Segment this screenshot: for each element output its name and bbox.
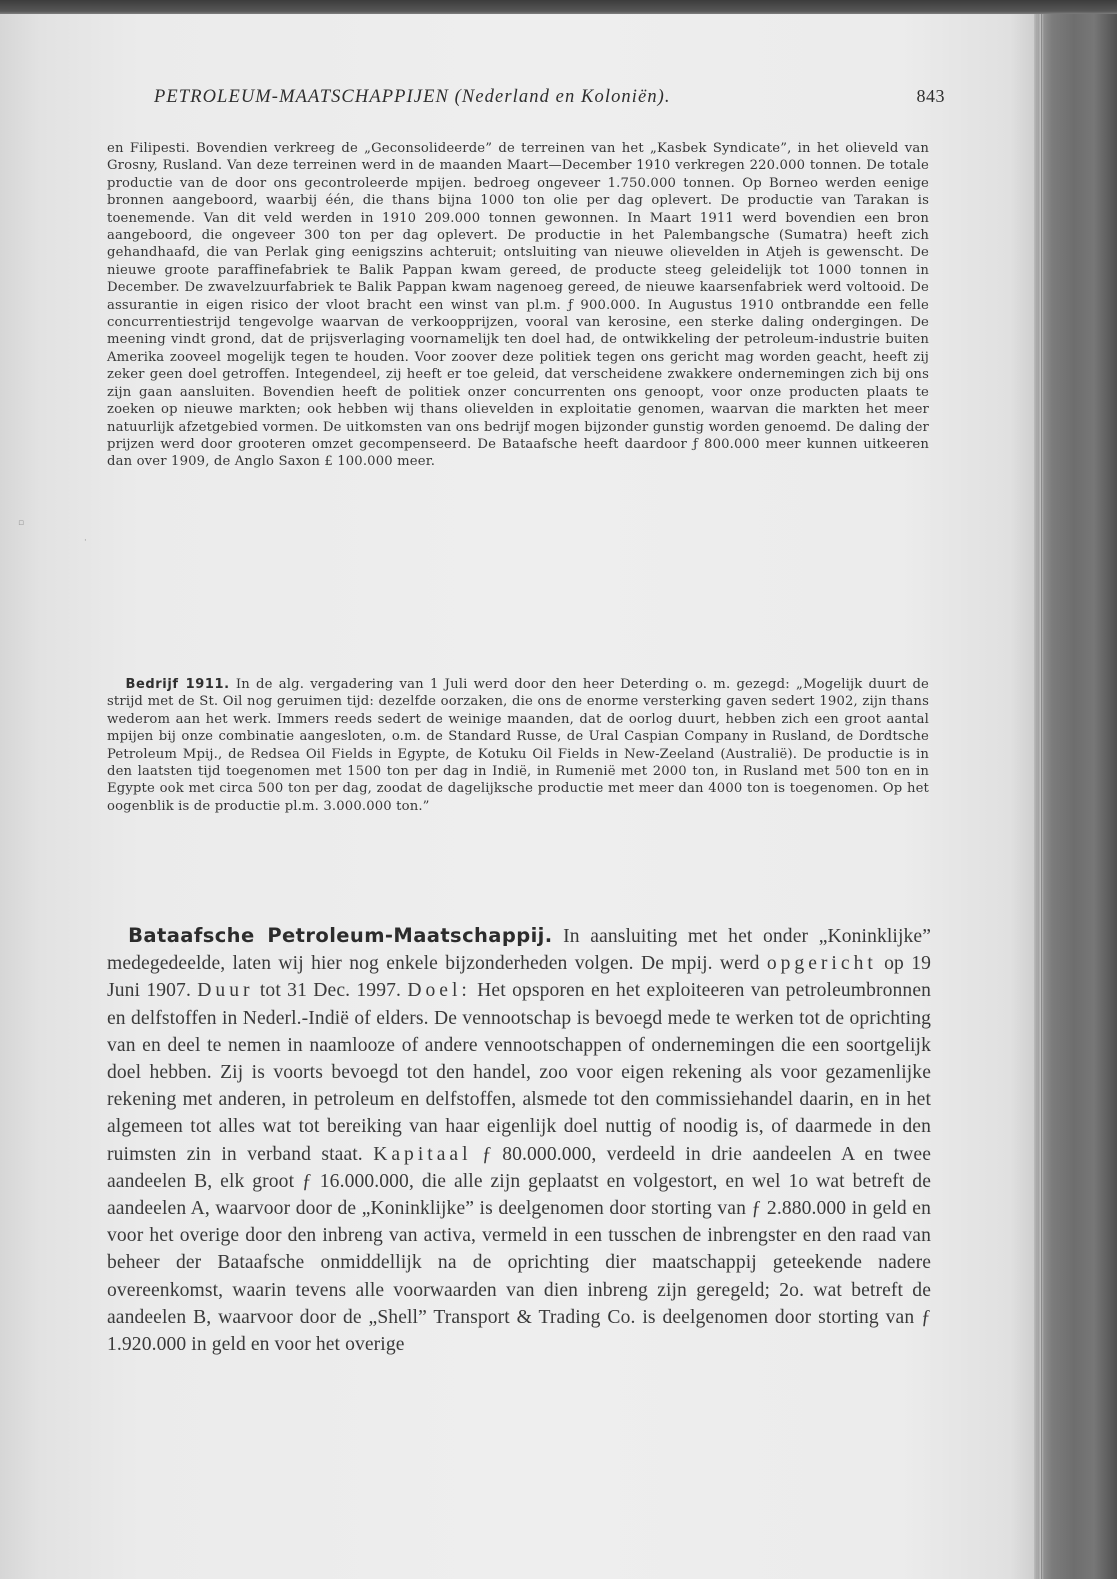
- text: ƒ 80.000.000, verdeeld in drie aandeelen A en twee aandeelen B, elk groot ƒ 16.000.000, die alle zijn geplaatst en volgestort, en wel 1o wat betreft de aandeelen A, waarvoor door de „Koninklijke” is deelgenomen door storting van ƒ 2.880.000 in geld en voor het overige door den inbreng van activa, vermeld in een tusschen de inbrengster en den raad van beheer der Bataafsche onmiddellijk na de oprichting dier maatschappij geteekende nadere overeenkomst, waarin tevens alle voorwaarden van dien inbreng zijn geregeld; 2o. wat betreft de aandeelen B, waarvoor door de „Shell” Transport & Trading Co. is deelgenomen door storting van ƒ 1.920.000 in geld en voor het overige: [107, 1143, 932, 1356]
- text: In aansluiting met het onder „Koninklijke” medegedeelde, laten wij hier nog enkele bijzonderheden volgen. De mpij. werd: [107, 926, 931, 975]
- text: op 19 Juni 1907.: [107, 953, 932, 1002]
- label-kapitaal: Kapitaal: [373, 1143, 472, 1165]
- section-1911-text: [107, 676, 929, 815]
- paragraph-body: In de alg. vergadering van 1 Juli werd door den heer Deterding o. m. gezegd: „Mogelijk duurt de strijd met de St. Oil nog geruimen tijd: dezelfde oorzaken, die ons de enorme versterking gaven sedert 1902, zijn thans wederom aan het werk. Immers reeds sedert de weinige maanden, dat de oorlog duurt, hebben zich een groot aantal mpijen bij onze combinatie aangesloten, o.m. de Standard Russe, de Ural Caspian Company in Rusland, de Dordtsche Petroleum Mpij., de Redsea Oil Fields in Egypte, de Kotuku Oil Fields in New-Zeeland (Australië). De productie is in den laatsten tijd toegenomen met 1500 ton per dag in Indië, in Rumenië met 2000 ton, in Rusland met 500 ton en in Egypte ook met circa 500 ton per dag, zoodat de dagelijksche productie met meer dan 4000 ton is toegenomen. Op het oogenblik is de productie pl.m. 3.000.000 ton.”: [107, 677, 929, 814]
- text: Het opsporen en het exploiteeren van petroleumbronnen en delfstoffen in Nederl.-Indië of elders. De vennootschap is bevoegd mede te werken tot de oprichting van en deel te nemen in naamlooze of andere vennootschappen of ondernemingen die een soortgelijk doel hebben. Zij is voorts bevoegd tot den handel, zoo voor eigen rekening als voor gezamenlijke rekening met anderen, in petroleum en delfstoffen, alsmede tot den commissiehandel daarin, en in het algemeen tot alles wat tot bereiking van haar eigenlijk doel nuttig of noodig is, of daarmede in den ruimsten zin in verband staat.: [107, 980, 932, 1165]
- label-doel: Doel:: [407, 980, 471, 1002]
- entry-heading-bataafsche: Bataafsche Petroleum-Maatschappij.: [128, 924, 553, 947]
- running-head: [150, 86, 945, 108]
- book-binding-edge: [1034, 14, 1117, 1579]
- margin-mark: ▫: [18, 518, 25, 528]
- section-heading-bedrijf-1911: Bedrijf 1911.: [125, 677, 230, 692]
- label-opgericht: opgericht: [766, 953, 877, 975]
- label-duur: Duur: [197, 980, 254, 1002]
- paragraph: [107, 676, 929, 815]
- binding-line: [1037, 14, 1038, 1579]
- paragraph: en Filipesti. Bovendien verkreeg de „Geconsolideerde” de terreinen van het „Kasbek Syndicate”, in het olieveld van Grosny, Rusland. Van deze terreinen werd in de maanden Maart—December 1910 verkregen 220.000 tonnen. De totale productie van de door ons gecontroleerde mpijen. bedroeg ongeveer 1.750.000 tonnen. Op Borneo werden eenige bronnen aangeboord, waarbij één, die thans bijna 1000 ton olie per dag oplevert. De productie van Tarakan is toenemende. Van dit veld werden in 1910 209.000 tonnen gewonnen. In Maart 1911 werd bovendien een bron aangeboord, die ongeveer 300 ton per dag oplevert. De productie in het Palembangsche (Sumatra) heeft zich gehandhaafd, die van Perlak ging eenigszins achteruit; ontsluiting van nieuwe olievelden in Atjeh is gewenscht. De nieuwe groote paraffinefabriek te Balik Pappan kwam gereed, de producte steeg geleidelijk tot 1000 tonnen in December. De zwavelzuurfabriek te Balik Pappan kwam nagenoeg gereed, de nieuwe kaarsenfabriek werd voltooid. De assurantie in eigen risico der vloot bracht een winst van pl.m. ƒ 900.000. In Augustus 1910 ontbrandde een felle concurrentiestrijd tengevolge waarvan de verkoopprijzen, vooral van kerosine, een sterke daling ondergingen. De meening vindt grond, dat de prijsverlaging voornamelijk ten doel had, de ontwikkeling der petroleum-industrie buiten Amerika zooveel mogelijk tegen te houden. Voor zoover deze politiek tegen ons gericht mag worden geacht, heeft zij zeker geen doel getroffen. Integendeel, zij heeft er toe geleid, dat verscheidene zwakkere ondernemingen zich bij ons zijn gaan aansluiten. Bovendien heeft de politiek onzer concurrenten ons genoopt, voor onze producten plaats te zoeken op nieuwe markten; ook hebben wij thans olievelden in exploitatie genomen, waarvan die markten het meer natuurlijk afzetgebied vormen. De uitkomsten van ons bedrijf mogen bijzonder gunstig worden genoemd. De daling der prijzen werd door grooteren omzet gecompenseerd. De Bataafsche heeft daardoor ƒ 800.000 meer kunnen uitkeeren dan over 1909, de Anglo Saxon £ 100.000 meer.: [107, 141, 929, 470]
- binding-line: [1041, 14, 1042, 1579]
- running-title: PETROLEUM-MAATSCHAPPIJEN (Nederland en Koloniën).: [154, 87, 671, 107]
- bataafsche-entry: [107, 922, 931, 1358]
- margin-mark: ·: [84, 536, 87, 546]
- paragraph: [107, 922, 931, 1358]
- section-1910-text: [107, 140, 929, 471]
- text: tot 31 Dec. 1997.: [259, 980, 402, 1002]
- page-number: 843: [916, 86, 945, 106]
